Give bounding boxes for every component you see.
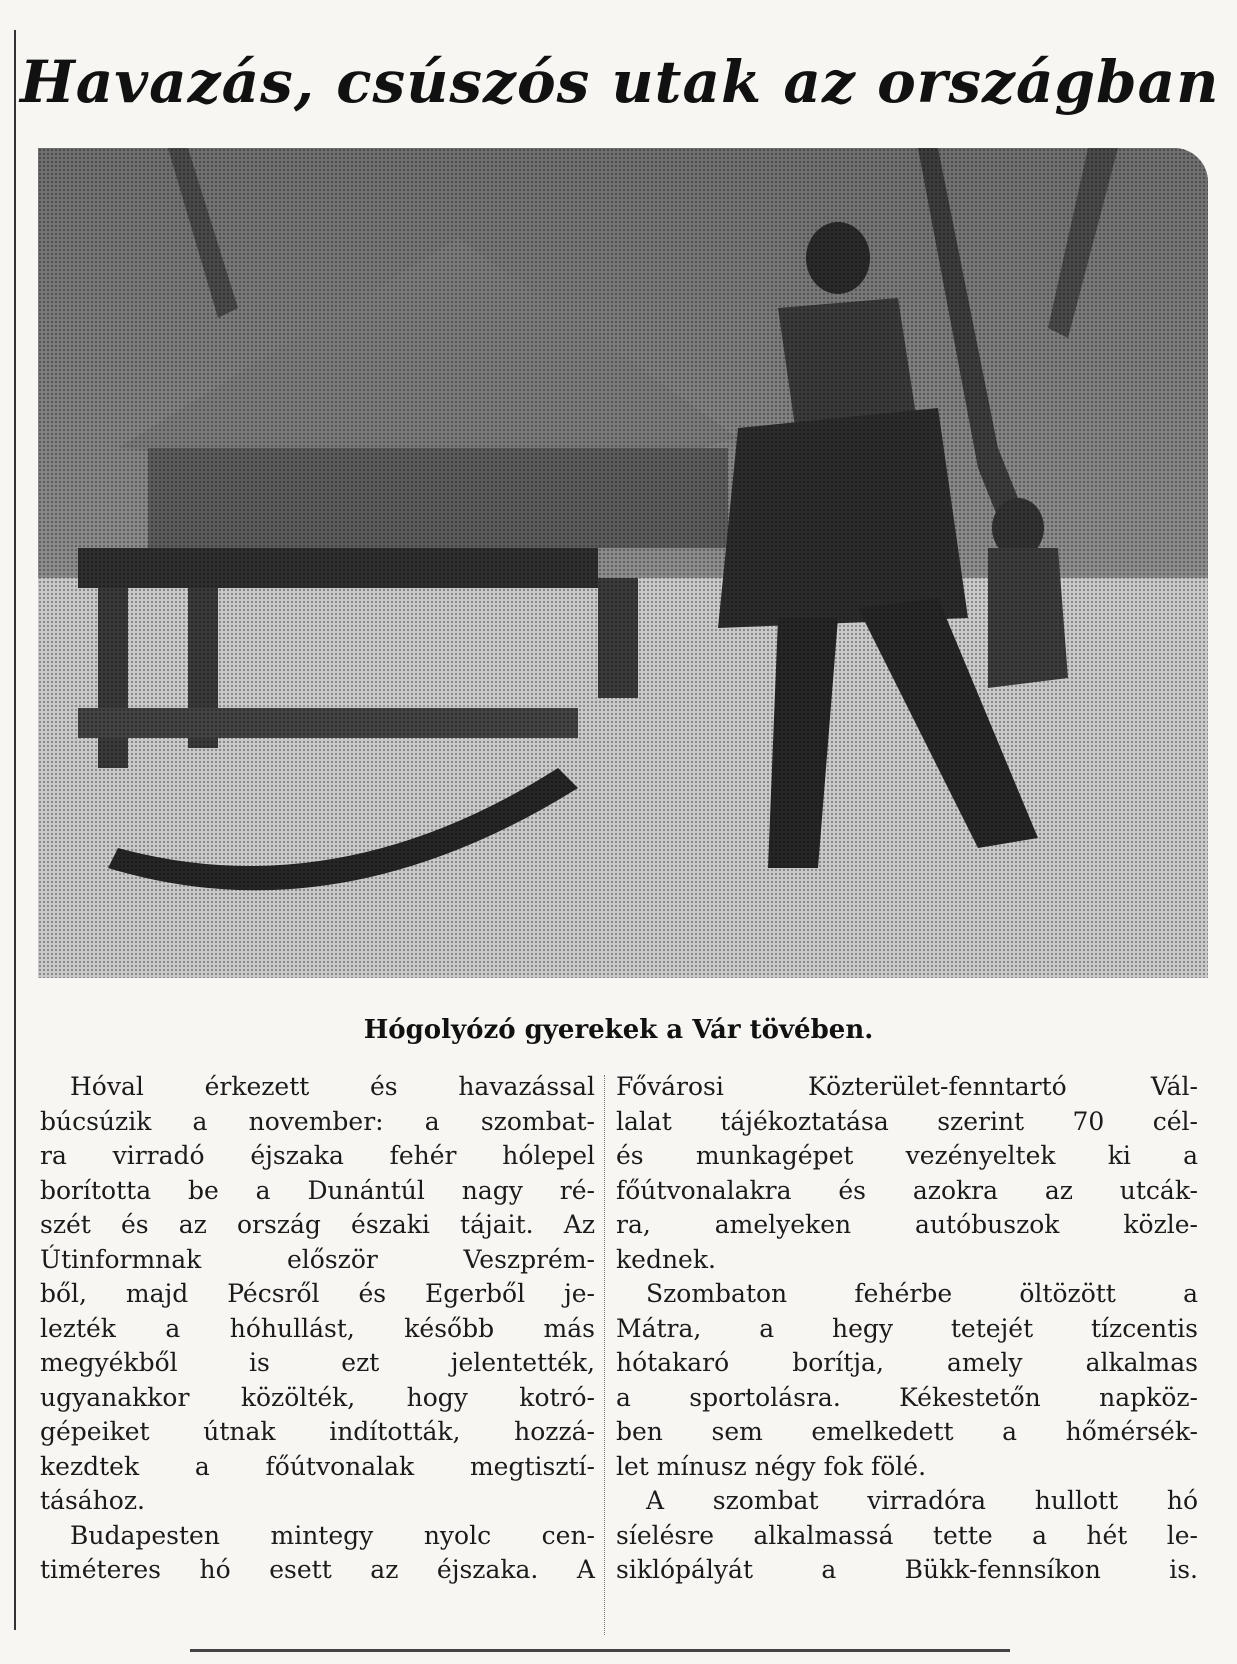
- text-line: lezték a hóhullást, később más: [40, 1313, 595, 1343]
- headline: Havazás, csúszós utak az országban: [20, 48, 1220, 116]
- text-line: Budapesten mintegy nyolc cen-: [70, 1520, 595, 1550]
- photo-caption: Hógolyózó gyerekek a Vár tövében.: [363, 1015, 874, 1045]
- text-line: ra, amelyeken autóbuszok közle-: [616, 1210, 1198, 1239]
- text-line: a sportolásra. Kékestetőn napköz-: [616, 1382, 1198, 1412]
- article-column-right: [616, 1070, 1198, 1588]
- text-line: ben sem emelkedett a hőmérsék-: [616, 1417, 1198, 1446]
- text-line: ra virradó éjszaka fehér hólepel: [40, 1141, 595, 1170]
- text-line: A szombat virradóra hullott hó: [646, 1486, 1198, 1515]
- text-line: ugyanakkor közölték, hogy kotró-: [40, 1382, 595, 1412]
- text-line: síelésre alkalmassá tette a hét le-: [616, 1520, 1198, 1550]
- text-line: let mínusz négy fok fölé.: [616, 1451, 927, 1481]
- text-line: gépeiket útnak indították, hozzá-: [40, 1417, 595, 1446]
- text-line: kednek.: [616, 1244, 716, 1274]
- text-line: Hóval érkezett és havazással: [70, 1072, 595, 1101]
- text-line: Mátra, a hegy tetejét tízcentis: [616, 1313, 1198, 1343]
- text-line: és munkagépet vezényeltek ki a: [616, 1141, 1198, 1170]
- text-line: timéteres hó esett az éjszaka. A: [40, 1555, 595, 1584]
- bottom-rule: [190, 1649, 1010, 1652]
- text-line: siklópályát a Bükk-fennsíkon is.: [616, 1555, 1198, 1584]
- text-line: ből, majd Pécsről és Egerből je-: [40, 1279, 595, 1308]
- text-line: Útinformnak először Veszprém-: [40, 1244, 595, 1274]
- text-line: megyékből is ezt jelentették,: [40, 1348, 595, 1377]
- text-line: Fővárosi Közterület-fenntartó Vál-: [616, 1072, 1198, 1101]
- news-photo: [38, 148, 1208, 978]
- column-divider: [604, 1075, 606, 1635]
- text-line: Szombaton fehérbe öltözött a: [646, 1279, 1198, 1308]
- article-column-left: [40, 1070, 595, 1588]
- text-line: tásához.: [40, 1486, 145, 1515]
- photo-snowball-children: [38, 148, 1208, 978]
- text-line: hótakaró borítja, amely alkalmas: [616, 1348, 1198, 1377]
- text-line: szét és az ország északi tájait. Az: [40, 1210, 595, 1239]
- text-line: búcsúzik a november: a szombat-: [40, 1106, 595, 1136]
- text-line: főútvonalakra és azokra az utcák-: [616, 1175, 1198, 1205]
- text-line: kezdtek a főútvonalak megtisztí-: [40, 1451, 595, 1481]
- text-line: lalat tájékoztatása szerint 70 cél-: [616, 1106, 1198, 1136]
- text-line: borította be a Dunántúl nagy ré-: [40, 1175, 595, 1205]
- column-rule-left: [14, 30, 16, 1630]
